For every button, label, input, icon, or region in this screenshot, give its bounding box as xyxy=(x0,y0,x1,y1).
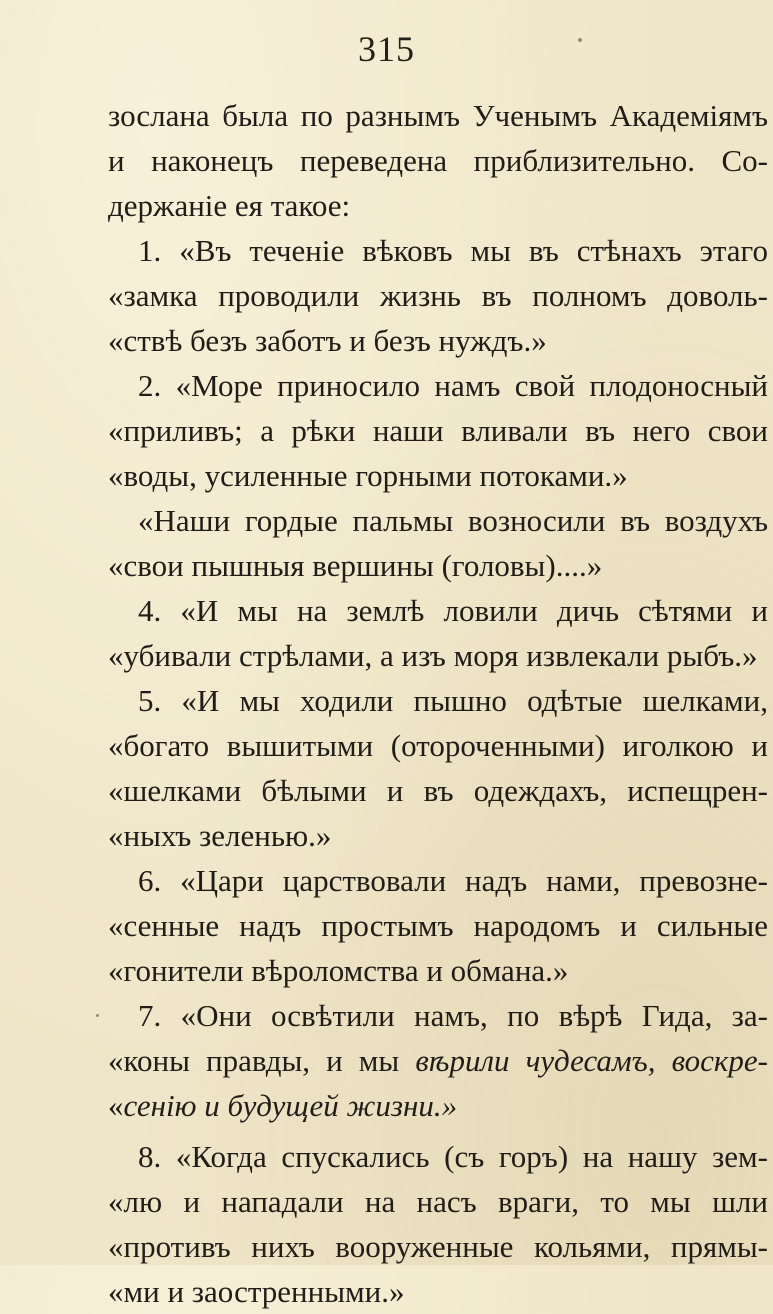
text-line: «шелками бѣлыми и въ одеждахъ, испещрен- xyxy=(108,773,768,808)
text-line: «ствѣ безъ заботъ и безъ нуждъ.» xyxy=(108,323,547,358)
text-line: зослана была по разнымъ Ученымъ Академiямъ xyxy=(108,98,768,133)
text-run-italic: вѣрили чудесамъ, воскре- xyxy=(415,1043,768,1078)
text-line: «воды, усиленные горными потоками.» xyxy=(108,458,628,493)
paper-speck xyxy=(96,1014,99,1017)
text-line: «приливъ; а рѣки наши вливали въ него свои xyxy=(108,413,768,448)
body-text xyxy=(108,93,768,1314)
text-line: и наконецъ переведена приблизительно. Со- xyxy=(108,143,768,178)
paragraph-7-line: 7. «Они освѣтили намъ, по вѣрѣ Гида, за- xyxy=(138,998,768,1033)
paragraph-6-line: 6. «Цари царствовали надъ нами, превозне- xyxy=(138,863,768,898)
paragraph-4-line: 4. «И мы на землѣ ловили дичь сѣтями и xyxy=(138,593,768,628)
text-line: держанiе ея такое: xyxy=(108,188,351,223)
text-run-roman: «коны правды, и мы xyxy=(108,1043,400,1078)
quote-mark: « xyxy=(108,1088,124,1123)
text-line: «противъ нихъ вооруженные кольями, прямы- xyxy=(108,1229,768,1264)
paragraph-1-line: 1. «Въ теченiе вѣковъ мы въ стѣнахъ этаго xyxy=(138,233,768,268)
paragraph-8-line: 8. «Когда спускались (съ горъ) на нашу зем- xyxy=(138,1139,768,1174)
paragraph-3-line: «Наши гордые пальмы возносили въ воздухъ xyxy=(138,503,768,538)
paragraph-2-line: 2. «Море приносило намъ свой плодоносный xyxy=(138,368,768,403)
paragraph-5-line: 5. «И мы ходили пышно одѣтые шелками, xyxy=(138,683,768,718)
text-line: «замка проводили жизнь въ полномъ доволь- xyxy=(108,278,768,313)
text-line: «ныхъ зеленью.» xyxy=(108,818,332,853)
text-line: «убивали стрѣлами, а изъ моря извлекали рыбъ.» xyxy=(108,638,758,673)
page-number: 315 xyxy=(358,29,415,69)
paper-speck xyxy=(578,38,582,42)
text-line: «сенные надъ простымъ народомъ и сильные xyxy=(108,908,768,943)
text-line: «ми и заостренными.» xyxy=(108,1274,405,1309)
text-line-mixed xyxy=(108,1083,768,1128)
text-line-mixed xyxy=(108,1038,768,1083)
text-line: «гонители вѣроломства и обмана.» xyxy=(108,953,569,988)
text-line: «свои пышныя вершины (головы)....» xyxy=(108,548,603,583)
text-line: «лю и нападали на насъ враги, то мы шли xyxy=(108,1184,768,1219)
text-line: «богато вышитыми (отороченными) иголкою и xyxy=(108,728,768,763)
text-run-italic: сенiю и будущей жизни.» xyxy=(123,1088,458,1123)
